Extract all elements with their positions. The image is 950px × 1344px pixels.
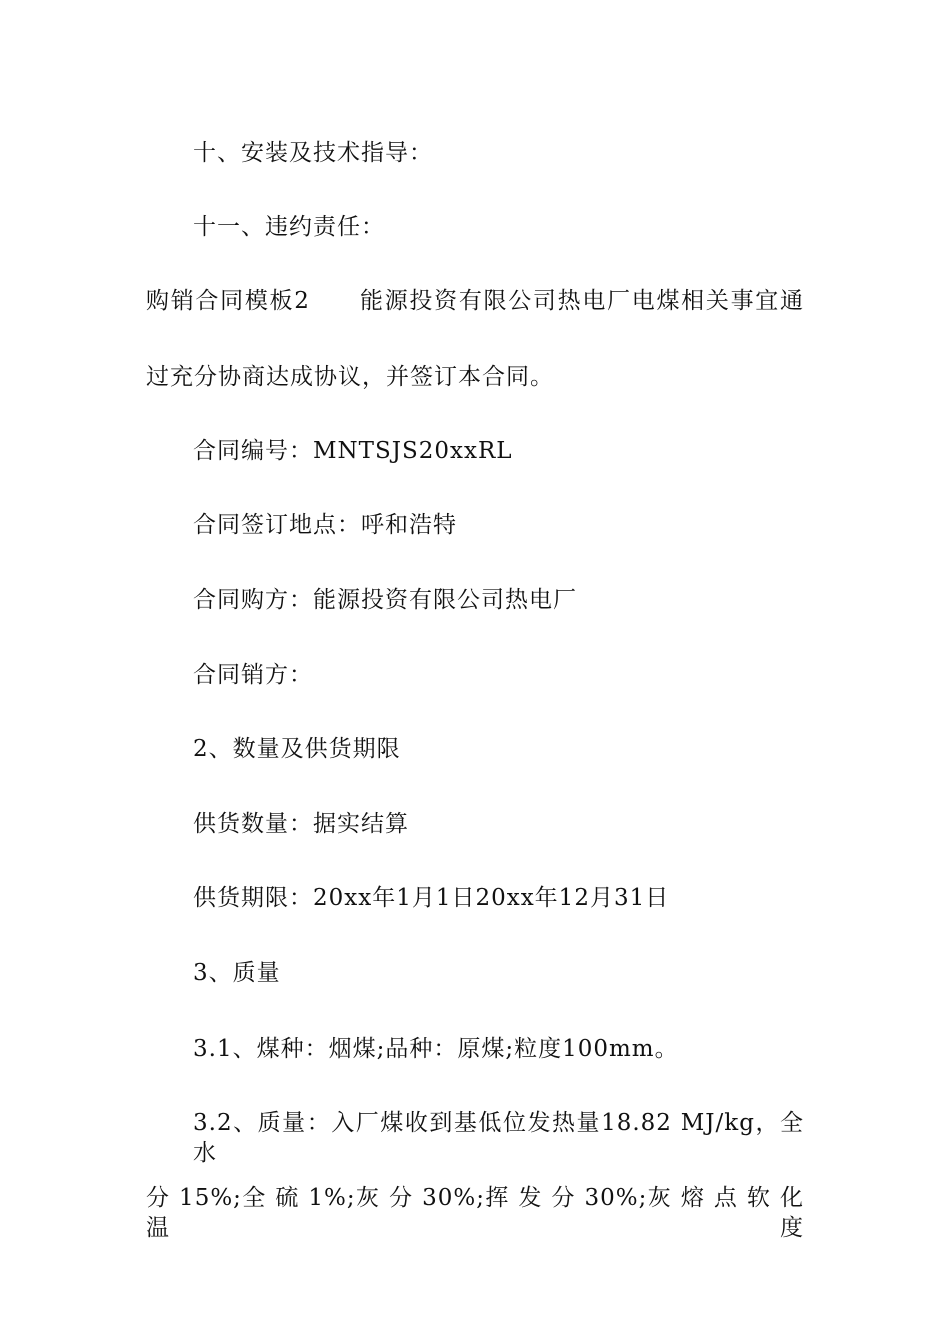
coal-type: 3.1、煤种：烟煤;品种：原煤;粒度100mm。 — [193, 1036, 679, 1062]
section-heading-quantity: 2、数量及供货期限 — [193, 736, 401, 762]
section-heading-breach: 十一、违约责任： — [193, 214, 385, 240]
section-heading-quality: 3、质量 — [193, 960, 281, 986]
contract-seller: 合同销方： — [193, 662, 313, 688]
section-heading-installation: 十、安装及技术指导： — [193, 140, 433, 166]
paragraph-line: 过充分协商达成协议，并签订本合同。 — [146, 364, 554, 390]
contract-location: 合同签订地点：呼和浩特 — [193, 512, 457, 538]
paragraph-line: 购销合同模板2 能源投资有限公司热电厂电煤相关事宜通 — [146, 288, 804, 314]
supply-quantity: 供货数量：据实结算 — [193, 811, 409, 837]
quality-spec-line: 3.2、质量：入厂煤收到基低位发热量18.82 MJ/kg，全水 — [193, 1110, 804, 1166]
quality-spec-line: 分 15%;全 硫 1%;灰 分 30%;挥 发 分 30%;灰 熔 点 软 化 温 度 — [146, 1185, 804, 1241]
contract-buyer: 合同购方：能源投资有限公司热电厂 — [193, 587, 577, 613]
contract-number: 合同编号：MNTSJS20xxRL — [193, 438, 513, 464]
supply-period: 供货期限：20xx年1月1日20xx年12月31日 — [193, 885, 670, 911]
